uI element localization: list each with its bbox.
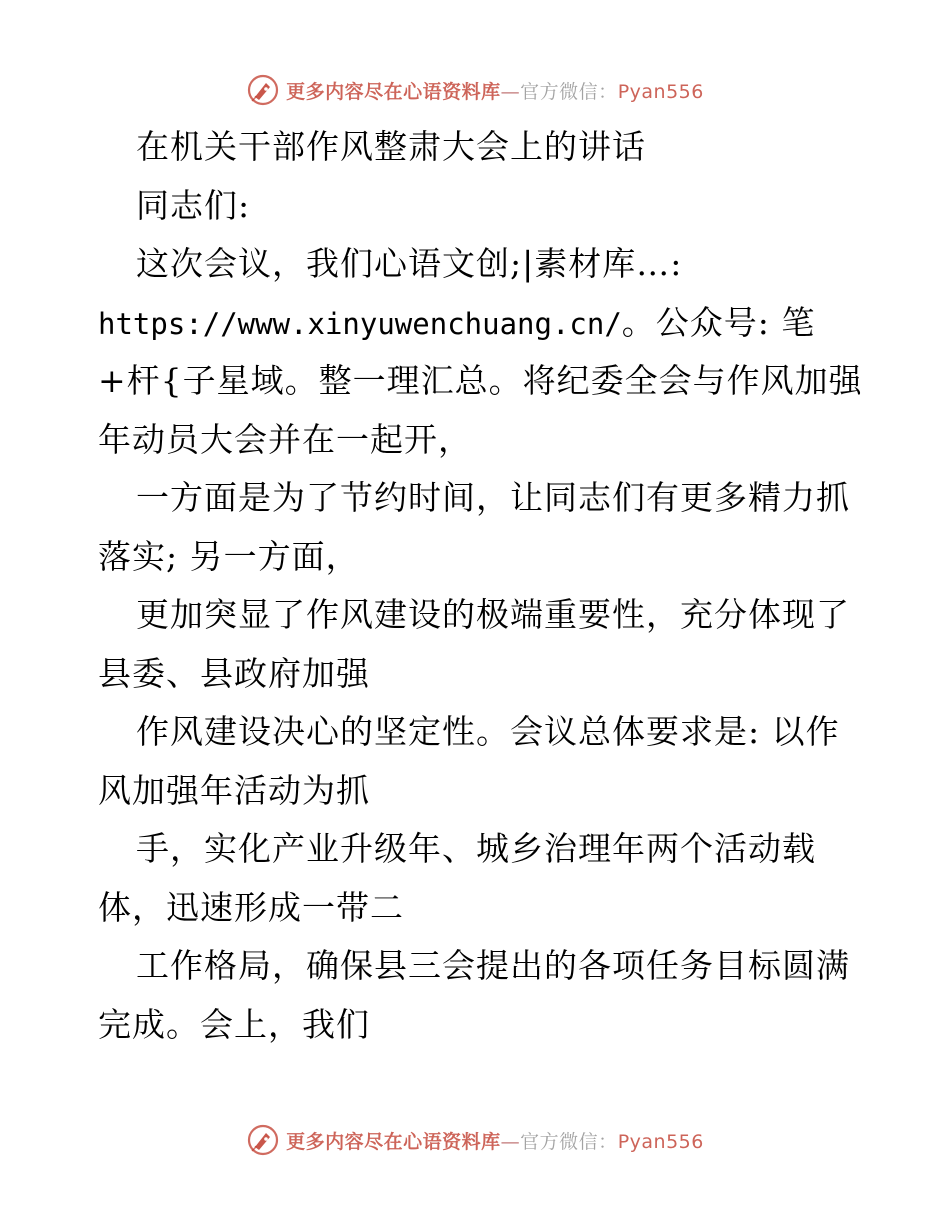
body-line-10: 风加强年活动为抓	[98, 770, 370, 810]
document-title: 在机关干部作风整肃大会上的讲话	[136, 127, 646, 166]
body-line-9: 作风建设决心的坚定性。会议总体要求是: 以作	[136, 712, 840, 751]
watermark-text	[286, 1127, 704, 1154]
footer-watermark	[0, 1120, 950, 1160]
body-line-2	[98, 294, 858, 353]
watermark-brand: 更多内容尽在心语资料库	[286, 80, 501, 103]
document-body	[98, 118, 863, 1054]
body-line-3: +杆{子星域。整一理汇总。将纪委全会与作风加强	[98, 361, 863, 400]
body-line-4: 年动员大会并在一起开，	[98, 419, 472, 459]
body-line-1: 这次会议，我们心语文创;|素材库…:	[136, 244, 683, 283]
watermark-group	[246, 1123, 704, 1157]
body-line-2-rest: 。公众号: 笔	[621, 302, 816, 342]
watermark-dash: —	[500, 1130, 521, 1153]
pen-nib-logo-icon	[246, 73, 280, 107]
body-line-6: 落实; 另一方面，	[98, 536, 360, 576]
body-line-7: 更加突显了作风建设的极端重要性，充分体现了	[136, 595, 850, 634]
body-line-13: 工作格局，确保县三会提出的各项任务目标圆满	[136, 946, 850, 985]
watermark-brand: 更多内容尽在心语资料库	[286, 1130, 501, 1153]
pen-nib-logo-icon	[246, 1123, 280, 1157]
body-line-14: 完成。会上，我们	[98, 1004, 370, 1044]
watermark-text	[286, 77, 704, 104]
body-line-12: 体，迅速形成一带二	[98, 887, 404, 927]
watermark-dash: —	[500, 80, 521, 103]
watermark-group	[246, 73, 704, 107]
body-line-11: 手，实化产业升级年、城乡治理年两个活动载	[136, 829, 816, 868]
watermark-label: 官方微信：	[520, 80, 618, 103]
url-link-text: https://www.xinyuwenchuang.cn/	[98, 306, 622, 341]
watermark-label: 官方微信：	[520, 1130, 618, 1153]
watermark-wechat-id: Pyan556	[617, 80, 704, 103]
body-line-8: 县委、县政府加强	[98, 653, 370, 693]
watermark-wechat-id: Pyan556	[617, 1130, 704, 1153]
header-watermark	[0, 70, 950, 110]
salutation: 同志们:	[136, 185, 251, 225]
body-line-5: 一方面是为了节约时间，让同志们有更多精力抓	[136, 478, 850, 517]
